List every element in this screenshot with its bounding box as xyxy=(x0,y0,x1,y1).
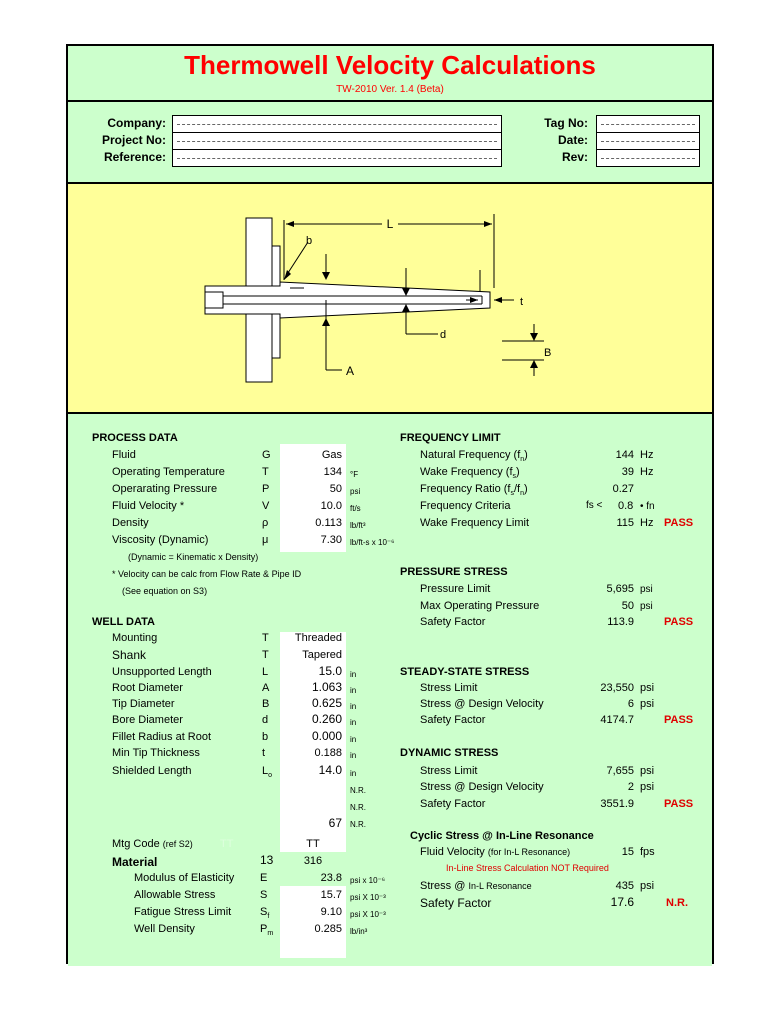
dim-l-label: L xyxy=(386,217,394,231)
tip-diameter-label: Tip Diameter xyxy=(112,698,175,710)
mtg-value[interactable]: TT xyxy=(306,838,320,850)
length-value[interactable]: 15.0 xyxy=(318,664,342,678)
wake-limit-label: Wake Frequency Limit xyxy=(420,517,530,529)
length-sym: L xyxy=(262,666,269,678)
dim-d-label: d xyxy=(440,329,447,341)
shank-shape xyxy=(205,282,490,318)
viscosity-label: Viscosity (Dynamic) xyxy=(112,534,209,546)
freq-criteria-value: 0.8 xyxy=(618,500,634,512)
reference-field[interactable] xyxy=(172,149,502,167)
wake-limit-status: PASS xyxy=(664,517,694,529)
max-op-pressure-unit: psi xyxy=(640,601,653,612)
data-band xyxy=(68,414,712,966)
shank-sym: T xyxy=(262,649,269,661)
length-unit: in xyxy=(350,670,357,679)
tag-label: Tag No: xyxy=(544,116,588,130)
cyclic-fv-unit: fps xyxy=(640,846,655,858)
cyclic-stress-unit: psi xyxy=(640,880,655,892)
mtg-label: Mtg Code (ref S2) xyxy=(112,838,193,850)
bore-diameter-value[interactable]: 0.260 xyxy=(311,712,342,726)
root-diameter-value[interactable]: 1.063 xyxy=(311,680,342,694)
company-field[interactable] xyxy=(172,115,502,133)
temp-value[interactable]: 134 xyxy=(323,466,342,478)
well-density-unit: lb/in³ xyxy=(350,927,368,936)
shielded-sym: $L_o$ xyxy=(262,765,273,780)
wake-freq-label: Wake Frequency $(f_s)$ xyxy=(420,466,520,481)
fluid-sym: G xyxy=(262,449,271,461)
title-band xyxy=(68,46,712,102)
mtg-ghost: TT xyxy=(220,838,234,850)
density-label: Density xyxy=(112,517,149,529)
info-band xyxy=(68,102,712,184)
natural-freq-unit: Hz xyxy=(640,449,654,461)
tip-diameter-unit: in xyxy=(350,702,357,711)
pressure-limit-value: 5,695 xyxy=(606,583,634,595)
tip-diameter-value[interactable]: 0.625 xyxy=(311,696,342,710)
page-title: Thermowell Velocity Calculations xyxy=(184,50,596,80)
root-diameter-unit: in xyxy=(350,686,357,695)
temp-unit: °F xyxy=(350,470,359,479)
steady-stress-unit: psi xyxy=(640,698,655,710)
tip-diameter-sym: B xyxy=(262,698,270,710)
shielded-value[interactable]: 14.0 xyxy=(318,763,342,777)
nr-2: N.R. xyxy=(350,803,366,812)
well-heading: WELL DATA xyxy=(92,616,155,628)
cyclic-fv-value: 15 xyxy=(621,846,634,858)
dynamic-sf-value: 3551.9 xyxy=(600,798,634,810)
cyclic-status: N.R. xyxy=(666,897,688,909)
reference-label: Reference: xyxy=(103,150,166,164)
tip-thickness-label: Min Tip Thickness xyxy=(112,747,200,759)
tip-thickness-value[interactable]: 0.188 xyxy=(314,747,342,759)
velocity-value[interactable]: 10.0 xyxy=(320,500,342,512)
fillet-label: Fillet Radius at Root xyxy=(112,731,212,743)
pressure-limit-unit: psi xyxy=(640,584,653,595)
modulus-label: Modulus of Elasticity xyxy=(134,872,235,884)
pressure-sf-value: 113.9 xyxy=(607,616,634,628)
dim-b-lower-label: b xyxy=(306,235,313,247)
allowable-value[interactable]: 15.7 xyxy=(320,889,342,901)
thermowell-diagram xyxy=(68,184,712,412)
freq-ratio-value: 0.27 xyxy=(612,483,634,495)
fluid-label: Fluid xyxy=(112,449,136,461)
velocity-sym: V xyxy=(262,500,270,512)
freq-criteria-label: Frequency Criteria xyxy=(420,500,511,512)
cyclic-stress-value: 435 xyxy=(615,880,634,892)
fillet-value[interactable]: 0.000 xyxy=(311,729,342,743)
freq-criteria-fs: fs < xyxy=(586,500,603,511)
viscosity-unit: lb/ft-s x 10⁻⁶ xyxy=(350,538,395,547)
max-op-pressure-value: 50 xyxy=(621,600,634,612)
steady-stress-label: Stress @ Design Velocity xyxy=(420,698,544,710)
dynamic-heading: DYNAMIC STRESS xyxy=(400,747,499,759)
root-diameter-label: Root Diameter xyxy=(112,682,183,694)
date-field[interactable] xyxy=(596,132,700,150)
well-density-value[interactable]: 0.285 xyxy=(314,923,342,935)
steady-sf-label: Safety Factor xyxy=(420,714,486,726)
bore-diameter-sym: d xyxy=(262,714,269,726)
allowable-sym: S xyxy=(260,889,268,901)
pressure-limit-label: Pressure Limit xyxy=(420,583,491,595)
version-label: TW-2010 Ver. 1.4 (Beta) xyxy=(336,84,444,95)
dim-t-label: t xyxy=(520,296,524,308)
viscosity-sym: μ xyxy=(262,534,269,546)
extra-value[interactable]: 67 xyxy=(328,816,342,830)
well-density-label: Well Density xyxy=(134,923,195,935)
freq-ratio-label: Frequency Ratio $(f_s/f_n)$ xyxy=(420,483,528,498)
dynamic-note: (Dynamic = Kinematic x Density) xyxy=(128,552,259,562)
cyclic-heading: Cyclic Stress @ In-Line Resonance xyxy=(410,830,594,842)
rev-label: Rev: xyxy=(561,150,588,164)
project-label: Project No: xyxy=(101,133,166,147)
dynamic-stress-unit: psi xyxy=(640,781,655,793)
density-value[interactable]: 0.113 xyxy=(315,517,342,529)
fatigue-label: Fatigue Stress Limit xyxy=(134,906,232,918)
density-sym: ρ xyxy=(262,517,269,529)
tip-thickness-unit: in xyxy=(350,751,357,760)
pressure-value[interactable]: 50 xyxy=(329,483,342,495)
velocity-label: Fluid Velocity * xyxy=(112,500,185,512)
shank-label: Shank xyxy=(112,648,147,662)
date-label: Date: xyxy=(557,133,588,147)
fatigue-value[interactable]: 9.10 xyxy=(320,906,342,918)
velocity-note: * Velocity can be calc from Flow Rate & Pipe ID xyxy=(112,569,302,579)
steady-limit-unit: psi xyxy=(640,682,655,694)
pressure-sym: P xyxy=(262,483,270,495)
dynamic-status: PASS xyxy=(664,798,694,810)
hex-shape xyxy=(205,292,223,308)
cyclic-sf-value: 17.6 xyxy=(610,895,634,909)
cyclic-fv-label: Fluid Velocity (for In-L Resonance) xyxy=(420,846,571,858)
temp-sym: T xyxy=(262,466,269,478)
wake-limit-value: 115 xyxy=(616,517,634,529)
pressure-sf-label: Safety Factor xyxy=(420,616,486,628)
fillet-sym: b xyxy=(262,731,269,743)
modulus-unit: psi x 10⁻⁶ xyxy=(350,876,386,885)
dynamic-limit-unit: psi xyxy=(640,765,655,777)
diagram-band xyxy=(68,184,712,414)
freq-criteria-fn: • fn xyxy=(640,501,655,512)
allowable-label: Allowable Stress xyxy=(134,889,216,901)
cyclic-stress-label: Stress @ In-L Resonance xyxy=(420,880,532,892)
viscosity-value[interactable]: 7.30 xyxy=(320,534,342,546)
wake-limit-unit: Hz xyxy=(640,517,654,529)
steady-heading: STEADY-STATE STRESS xyxy=(400,666,530,678)
shielded-unit: in xyxy=(350,769,357,778)
temp-label: Operating Temperature xyxy=(112,466,225,478)
shielded-label: Shielded Length xyxy=(112,765,192,777)
dynamic-limit-value: 7,655 xyxy=(606,765,634,777)
rev-field[interactable] xyxy=(596,149,700,167)
dynamic-limit-label: Stress Limit xyxy=(420,765,478,777)
project-field[interactable] xyxy=(172,132,502,150)
modulus-sym: E xyxy=(260,872,268,884)
modulus-value[interactable]: 23.8 xyxy=(320,872,342,884)
material-num: 13 xyxy=(260,853,274,867)
max-op-pressure-label: Max Operating Pressure xyxy=(420,600,540,612)
company-label: Company: xyxy=(107,116,166,130)
dim-a-label: A xyxy=(346,364,355,378)
dynamic-sf-label: Safety Factor xyxy=(420,798,486,810)
pressure-unit: psi xyxy=(350,487,361,496)
process-heading: PROCESS DATA xyxy=(92,432,178,444)
well-density-sym: $P_m$ xyxy=(260,923,274,938)
bore-diameter-unit: in xyxy=(350,718,357,727)
steady-limit-label: Stress Limit xyxy=(420,682,478,694)
wake-freq-value: 39 xyxy=(621,466,634,478)
fatigue-sym: $S_f$ xyxy=(260,906,270,921)
fillet-unit: in xyxy=(350,735,357,744)
tip-thickness-sym: t xyxy=(262,747,266,759)
steady-sf-value: 4174.7 xyxy=(600,714,634,726)
nr-1: N.R. xyxy=(350,786,366,795)
dynamic-stress-label: Stress @ Design Velocity xyxy=(420,781,544,793)
cyclic-sf-label: Safety Factor xyxy=(420,896,492,910)
dynamic-stress-value: 2 xyxy=(627,781,634,793)
steady-stress-value: 6 xyxy=(627,698,634,710)
mounting-label: Mounting xyxy=(112,632,158,644)
length-label: Unsupported Length xyxy=(112,666,212,678)
bore-diameter-label: Bore Diameter xyxy=(112,714,183,726)
tag-field[interactable] xyxy=(596,115,700,133)
pressure-label: Operarating Pressure xyxy=(112,483,218,495)
root-diameter-sym: A xyxy=(262,682,270,694)
equation-note: (See equation on S3) xyxy=(122,586,208,596)
pressure-stress-heading: PRESSURE STRESS xyxy=(400,566,508,578)
steady-status: PASS xyxy=(664,714,694,726)
material-label: Material xyxy=(112,855,158,869)
mounting-value[interactable]: Threaded xyxy=(294,632,342,644)
fluid-value[interactable]: Gas xyxy=(321,449,342,461)
worksheet xyxy=(66,44,714,964)
natural-freq-value: 144 xyxy=(615,449,634,461)
cyclic-note: In-Line Stress Calculation NOT Required xyxy=(446,863,609,873)
fatigue-unit: psi X 10⁻³ xyxy=(350,910,386,919)
material-value[interactable]: 316 xyxy=(303,855,323,867)
nr-3: N.R. xyxy=(350,820,366,829)
shank-value[interactable]: Tapered xyxy=(302,649,342,661)
pressure-status: PASS xyxy=(664,616,694,628)
steady-limit-value: 23,550 xyxy=(600,682,634,694)
mounting-sym: T xyxy=(262,632,269,644)
dim-bb-label: B xyxy=(544,347,552,359)
frequency-heading: FREQUENCY LIMIT xyxy=(400,432,501,444)
density-unit: lb/ft³ xyxy=(350,521,366,530)
natural-freq-label: Natural Frequency $(f_n)$ xyxy=(420,449,528,464)
wake-freq-unit: Hz xyxy=(640,466,654,478)
velocity-unit: ft/s xyxy=(350,504,361,513)
allowable-unit: psi X 10⁻³ xyxy=(350,893,386,902)
